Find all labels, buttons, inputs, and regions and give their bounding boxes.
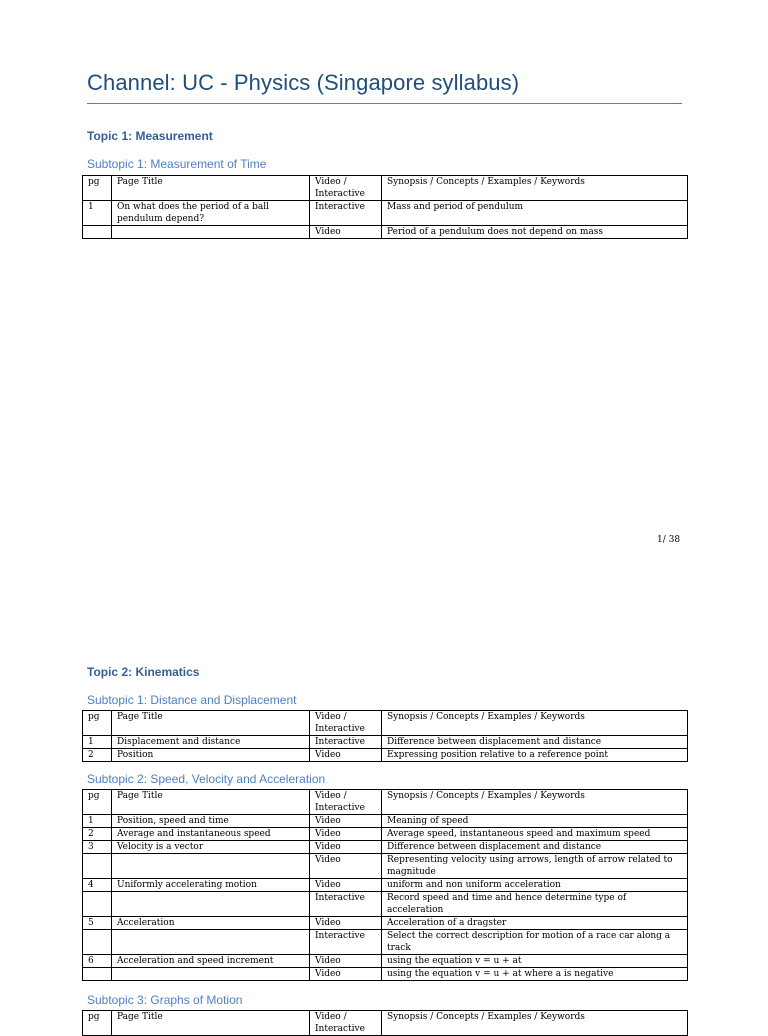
cell-pg: [83, 892, 112, 917]
table-row: [83, 917, 688, 930]
table-header-row: [83, 711, 688, 736]
header-page-title: Page Title: [112, 1011, 310, 1036]
table-row: [83, 749, 688, 762]
cell-page-title: [112, 854, 310, 879]
cell-pg: 4: [83, 879, 112, 892]
cell-synopsis: Meaning of speed: [382, 815, 688, 828]
table-row: [83, 841, 688, 854]
cell-page-title: Displacement and distance: [112, 736, 310, 749]
cell-pg: 1: [83, 201, 112, 226]
table-row: [83, 201, 688, 226]
header-synopsis: Synopsis / Concepts / Examples / Keywords: [382, 711, 688, 736]
cell-type: Video: [310, 841, 382, 854]
table-header-row: [83, 176, 688, 201]
cell-pg: 1: [83, 736, 112, 749]
cell-synopsis: using the equation v = u + at: [382, 955, 688, 968]
table-header-row: [83, 790, 688, 815]
header-synopsis: Synopsis / Concepts / Examples / Keywords: [382, 790, 688, 815]
header-synopsis: Synopsis / Concepts / Examples / Keywords: [382, 176, 688, 201]
cell-pg: [83, 930, 112, 955]
cell-page-title: Velocity is a vector: [112, 841, 310, 854]
cell-pg: 6: [83, 955, 112, 968]
header-page-title: Page Title: [112, 711, 310, 736]
cell-type: Interactive: [310, 892, 382, 917]
topic1-sub1-table: [82, 175, 688, 239]
cell-pg: 3: [83, 841, 112, 854]
page-number: 1/ 38: [657, 535, 681, 545]
cell-type: Video: [310, 749, 382, 762]
cell-type: Video: [310, 955, 382, 968]
topic2-sub3-table: [82, 1010, 688, 1036]
cell-pg: [83, 226, 112, 239]
cell-pg: 5: [83, 917, 112, 930]
cell-type: Video: [310, 815, 382, 828]
cell-pg: 2: [83, 749, 112, 762]
cell-page-title: [112, 968, 310, 981]
table-row: [83, 736, 688, 749]
cell-type: Video: [310, 968, 382, 981]
cell-type: Interactive: [310, 201, 382, 226]
header-video-interactive: Video / Interactive: [310, 711, 382, 736]
table-row: [83, 879, 688, 892]
cell-page-title: Acceleration: [112, 917, 310, 930]
subtopic-heading: Subtopic 3: Graphs of Motion: [87, 993, 243, 1007]
subtopic-heading: Subtopic 1: Measurement of Time: [87, 157, 267, 171]
cell-page-title: [112, 892, 310, 917]
cell-pg: [83, 854, 112, 879]
table-row: [83, 226, 688, 239]
cell-synopsis: Record speed and time and hence determine type of acceleration: [382, 892, 688, 917]
channel-title: Channel: UC - Physics (Singapore syllabus): [87, 70, 520, 95]
table-header-row: [83, 1011, 688, 1036]
cell-synopsis: Difference between displacement and distance: [382, 736, 688, 749]
header-page-title: Page Title: [112, 790, 310, 815]
table-row: [83, 892, 688, 917]
cell-page-title: Acceleration and speed increment: [112, 955, 310, 968]
cell-synopsis: Expressing position relative to a reference point: [382, 749, 688, 762]
table-row: [83, 854, 688, 879]
header-pg: pg: [83, 711, 112, 736]
cell-synopsis: Representing velocity using arrows, length of arrow related to magnitude: [382, 854, 688, 879]
table-row: [83, 828, 688, 841]
cell-synopsis: using the equation v = u + at where a is negative: [382, 968, 688, 981]
topic-heading: Topic 1: Measurement: [87, 129, 213, 143]
topic2-sub1-table: [82, 710, 688, 762]
title-rule: [87, 103, 682, 104]
cell-synopsis: Average speed, instantaneous speed and maximum speed: [382, 828, 688, 841]
header-video-interactive: Video / Interactive: [310, 1011, 382, 1036]
cell-page-title: On what does the period of a ball pendulum depend?: [112, 201, 310, 226]
topic-heading: Topic 2: Kinematics: [87, 665, 200, 679]
cell-type: Video: [310, 879, 382, 892]
subtopic-heading: Subtopic 2: Speed, Velocity and Acceleration: [87, 772, 326, 786]
header-page-title: Page Title: [112, 176, 310, 201]
table-row: [83, 930, 688, 955]
cell-type: Video: [310, 917, 382, 930]
cell-type: Interactive: [310, 930, 382, 955]
subtopic-heading: Subtopic 1: Distance and Displacement: [87, 693, 297, 707]
cell-page-title: Uniformly accelerating motion: [112, 879, 310, 892]
header-pg: pg: [83, 790, 112, 815]
cell-page-title: Position: [112, 749, 310, 762]
cell-synopsis: Difference between displacement and distance: [382, 841, 688, 854]
cell-type: Video: [310, 226, 382, 239]
cell-synopsis: Mass and period of pendulum: [382, 201, 688, 226]
header-video-interactive: Video / Interactive: [310, 176, 382, 201]
cell-synopsis: Select the correct description for motion of a race car along a track: [382, 930, 688, 955]
cell-page-title: Position, speed and time: [112, 815, 310, 828]
table-row: [83, 815, 688, 828]
header-video-interactive: Video / Interactive: [310, 790, 382, 815]
cell-synopsis: uniform and non uniform acceleration: [382, 879, 688, 892]
header-pg: pg: [83, 1011, 112, 1036]
header-pg: pg: [83, 176, 112, 201]
cell-synopsis: Acceleration of a dragster: [382, 917, 688, 930]
cell-pg: [83, 968, 112, 981]
topic2-sub2-table: [82, 789, 688, 981]
cell-synopsis: Period of a pendulum does not depend on mass: [382, 226, 688, 239]
cell-page-title: [112, 226, 310, 239]
table-row: [83, 955, 688, 968]
cell-type: Interactive: [310, 736, 382, 749]
cell-page-title: Average and instantaneous speed: [112, 828, 310, 841]
cell-pg: 2: [83, 828, 112, 841]
table-row: [83, 968, 688, 981]
cell-type: Video: [310, 854, 382, 879]
cell-page-title: [112, 930, 310, 955]
cell-pg: 1: [83, 815, 112, 828]
header-synopsis: Synopsis / Concepts / Examples / Keywords: [382, 1011, 688, 1036]
cell-type: Video: [310, 828, 382, 841]
